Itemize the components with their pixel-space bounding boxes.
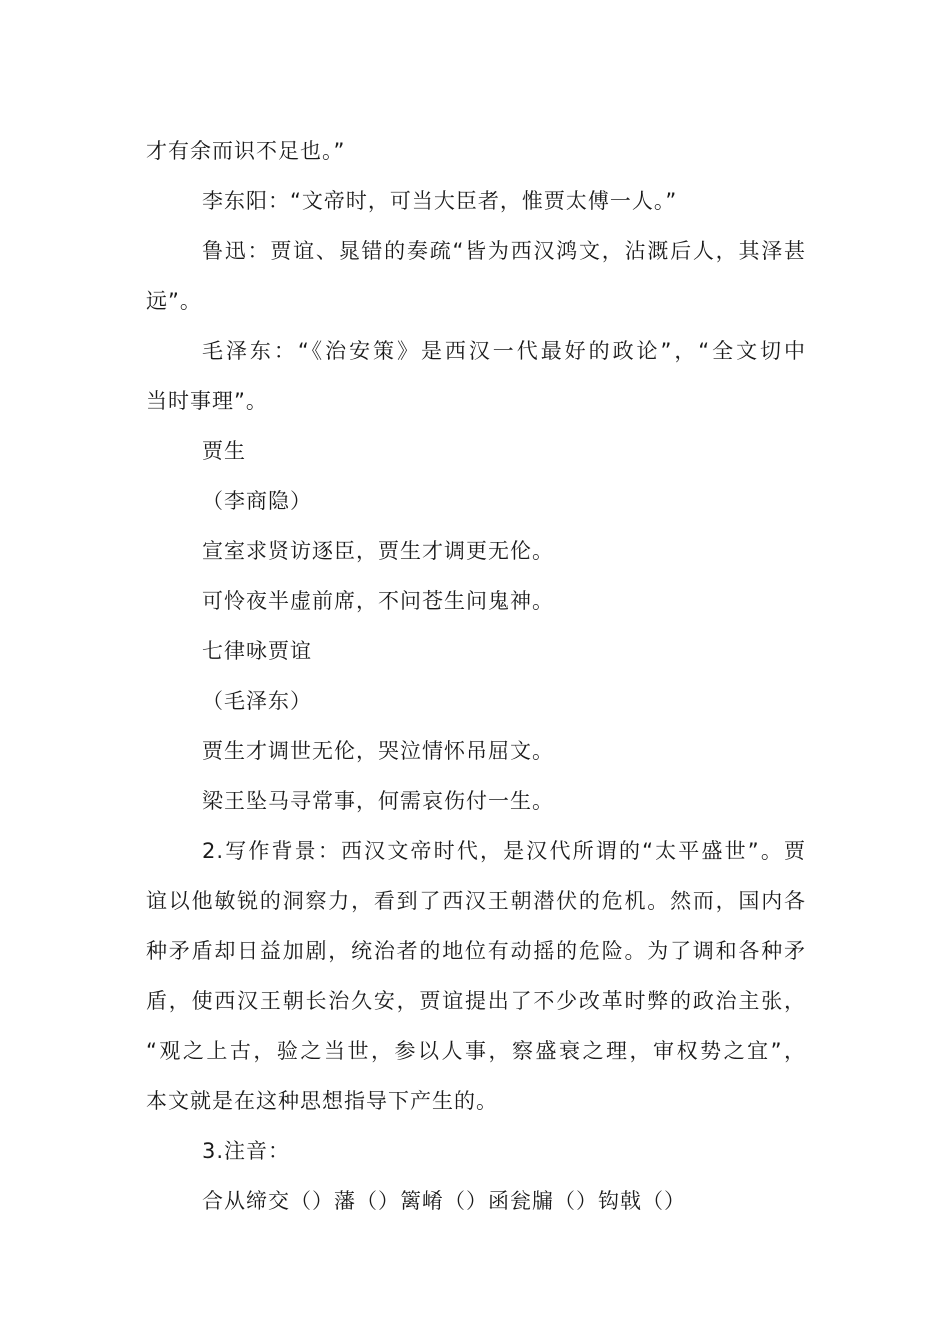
- text-line: 当时事理”。: [146, 389, 268, 413]
- text-line: 才有余而识不足也。”: [146, 139, 346, 163]
- section-heading: 3.注音：: [202, 1139, 291, 1163]
- text-line: “观之上古，验之当世，参以人事，察盛衰之理，审权势之宜”，: [146, 1039, 806, 1063]
- text-line: 盾，使西汉王朝长治久安，贾谊提出了不少改革时弊的政治主张，: [146, 989, 806, 1013]
- poem-line: 可怜夜半虚前席，不问苍生问鬼神。: [202, 589, 554, 613]
- poem-author: （李商隐）: [202, 489, 312, 513]
- poem-title: 贾生: [202, 439, 246, 463]
- text-line: 本文就是在这种思想指导下产生的。: [146, 1089, 498, 1113]
- poem-line: 梁王坠马寻常事，何需哀伤付一生。: [202, 789, 554, 813]
- poem-title: 七律咏贾谊: [202, 639, 312, 663]
- poem-author: （毛泽东）: [202, 689, 312, 713]
- text-line: 种矛盾却日益加剧，统治者的地位有动摇的危险。为了调和各种矛: [146, 939, 806, 963]
- poem-line: 贾生才调世无伦，哭泣情怀吊屈文。: [202, 739, 554, 763]
- text-line: 远”。: [146, 289, 202, 313]
- text-line: 谊以他敏锐的洞察力，看到了西汉王朝潜伏的危机。然而，国内各: [146, 889, 806, 913]
- text-line: 合从缔交（）藩（）篱崤（）函瓮牖（）钩戟（）: [202, 1189, 686, 1213]
- text-line: 毛泽东：“《治安策》是西汉一代最好的政论”，“全文切中: [202, 339, 806, 363]
- text-line: 2.写作背景：西汉文帝时代，是汉代所谓的“太平盛世”。贾: [202, 839, 806, 863]
- poem-line: 宣室求贤访逐臣，贾生才调更无伦。: [202, 539, 554, 563]
- text-line: 李东阳：“文帝时，可当大臣者，惟贾太傅一人。”: [202, 189, 678, 213]
- text-line: 鲁迅：贾谊、晁错的奏疏“皆为西汉鸿文，沾溉后人，其泽甚: [202, 239, 806, 263]
